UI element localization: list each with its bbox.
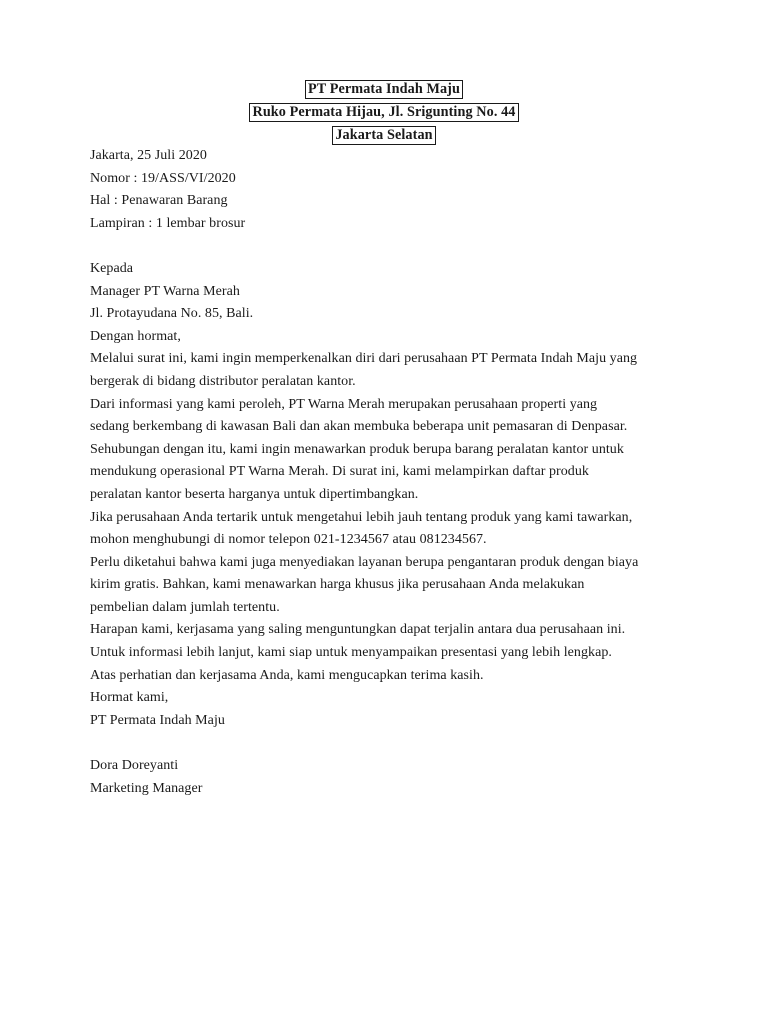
recipient-to: Kepada bbox=[90, 260, 134, 276]
body-line: sedang berkembang di kawasan Bali dan akan membuka beberapa unit pemasaran di Denpasar. bbox=[90, 419, 628, 435]
letterhead-line-company bbox=[0, 77, 768, 100]
greeting: Dengan hormat, bbox=[90, 328, 181, 344]
letter-number: Nomor : 19/ASS/VI/2020 bbox=[90, 170, 236, 186]
company-name: PT Permata Indah Maju bbox=[305, 80, 463, 99]
letterhead-line-address bbox=[0, 100, 768, 123]
closing-salutation: Hormat kami, bbox=[90, 690, 169, 706]
body-line: Perlu diketahui bahwa kami juga menyediakan layanan berupa pengantaran produk dengan biaya bbox=[90, 554, 639, 570]
body-line: Sehubungan dengan itu, kami ingin menawarkan produk berupa barang peralatan kantor untuk bbox=[90, 441, 624, 457]
signer-name: Dora Doreyanti bbox=[90, 758, 179, 774]
body-line: Jika perusahaan Anda tertarik untuk mengetahui lebih jauh tentang produk yang kami tawarkan, bbox=[90, 509, 633, 525]
closing-company: PT Permata Indah Maju bbox=[90, 712, 225, 728]
body-line: kirim gratis. Bahkan, kami menawarkan harga khusus jika perusahaan Anda melakukan bbox=[90, 577, 585, 593]
blank-line bbox=[90, 732, 690, 755]
company-address: Ruko Permata Hijau, Jl. Srigunting No. 44 bbox=[249, 103, 518, 122]
recipient-address: Jl. Protayudana No. 85, Bali. bbox=[90, 306, 254, 322]
blank-line bbox=[90, 235, 690, 258]
letter-body bbox=[90, 145, 690, 800]
letter-attachment: Lampiran : 1 lembar brosur bbox=[90, 215, 246, 231]
letterhead bbox=[0, 77, 768, 146]
company-city: Jakarta Selatan bbox=[332, 126, 435, 145]
body-line: Melalui surat ini, kami ingin memperkenalkan diri dari perusahaan PT Permata Indah Maju yang bbox=[90, 351, 638, 367]
body-line: peralatan kantor beserta harganya untuk dipertimbangkan. bbox=[90, 486, 419, 502]
body-line: bergerak di bidang distributor peralatan kantor. bbox=[90, 373, 356, 389]
body-line: pembelian dalam jumlah tertentu. bbox=[90, 599, 280, 615]
letterhead-line-city bbox=[0, 123, 768, 146]
body-line: Dari informasi yang kami peroleh, PT Warna Merah merupakan perusahaan properti yang bbox=[90, 396, 598, 412]
body-line: Untuk informasi lebih lanjut, kami siap untuk menyampaikan presentasi yang lebih lengkap. bbox=[90, 645, 612, 661]
signer-title: Marketing Manager bbox=[90, 780, 203, 796]
letter-subject: Hal : Penawaran Barang bbox=[90, 193, 228, 209]
recipient-name: Manager PT Warna Merah bbox=[90, 283, 240, 299]
body-line: mohon menghubungi di nomor telepon 021-1234567 atau 081234567. bbox=[90, 532, 487, 548]
body-line: Atas perhatian dan kerjasama Anda, kami mengucapkan terima kasih. bbox=[90, 667, 484, 683]
place-date: Jakarta, 25 Juli 2020 bbox=[90, 148, 207, 163]
body-line: Harapan kami, kerjasama yang saling menguntungkan dapat terjalin antara dua perusahaan ini. bbox=[90, 622, 626, 638]
body-line: mendukung operasional PT Warna Merah. Di surat ini, kami melampirkan daftar produk bbox=[90, 464, 589, 480]
